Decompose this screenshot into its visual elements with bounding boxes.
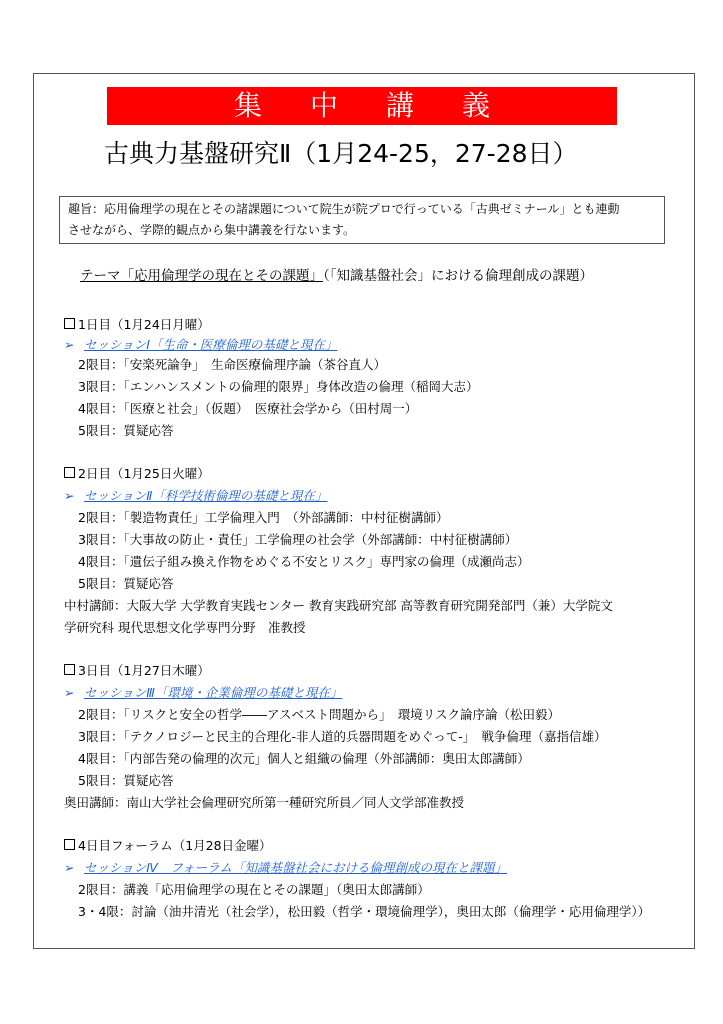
day-2-heading: 2日目（1月25日火曜） [64, 463, 210, 485]
lecturer-note: 中村講師：大阪大学 大学教育実践センター 教育実践研究部 高等教育研究開発部門（兼）大学院文 [64, 598, 613, 613]
day-1-item: 3限目：「エンハンスメントの倫理的限界」身体改造の倫理（稲岡大志） [78, 379, 479, 394]
day-2-item: 4限目：「遺伝子組み換え作物をめぐる不安とリスク」専門家の倫理（成瀬尚志） [78, 554, 530, 569]
session-3-link[interactable]: ➢ セッションⅢ「環境・企業倫理の基礎と現在」 [64, 682, 342, 704]
checkbox-icon [64, 318, 75, 329]
lecturer-note: 奥田講師：南山大学社会倫理研究所第一種研究所員／同人文学部准教授 [64, 795, 465, 810]
day-1-item: 2限目：「安楽死論争」 生命医療倫理序論（茶谷直人） [78, 357, 386, 372]
theme-heading [80, 264, 593, 288]
checkbox-icon [64, 839, 75, 850]
day-1-item: 5限目：質疑応答 [78, 423, 174, 438]
arrow-bullet-icon: ➢ [64, 337, 75, 352]
banner-title: 集中講義 [107, 87, 617, 125]
summary-box [59, 196, 665, 244]
day-1-heading: 1日目（1月24日月曜） [64, 314, 210, 336]
day-2-item: 5限目：質疑応答 [78, 576, 174, 591]
arrow-bullet-icon: ➢ [64, 685, 75, 700]
day-2-item: 3限目：「大事故の防止・責任」工学倫理の社会学（外部講師：中村征樹講師） [78, 532, 518, 547]
arrow-bullet-icon: ➢ [64, 488, 75, 503]
day-1-item: 4限目：「医療と社会」（仮題） 医療社会学から（田村周一） [78, 401, 418, 416]
theme-sub: （「知識基盤社会」における倫理創成の課題） [323, 268, 593, 284]
day-3-heading: 3日目（1月27日木曜） [64, 660, 210, 682]
day-3-item: 3限目：「テクノロジーと民主的合理化‐非人道的兵器問題をめぐって‐」 戦争倫理（嘉指信雄） [78, 729, 607, 744]
page-title: 古典力基盤研究Ⅱ（1月24-25，27-28日） [104, 139, 578, 168]
day-3-item: 5限目：質疑応答 [78, 773, 174, 788]
checkbox-icon [64, 467, 75, 478]
day-3-item: 4限目：「内部告発の倫理的次元」個人と組織の倫理（外部講師：奥田太郎講師） [78, 751, 530, 766]
arrow-bullet-icon: ➢ [64, 860, 75, 875]
day-4-item: 2限目：講義「応用倫理学の現在とその課題」（奥田太郎講師） [78, 882, 430, 897]
lecturer-note: 学研究科 現代思想文化学専門分野 准教授 [64, 620, 306, 635]
session-1-link[interactable]: ➢ セッションⅠ「生命・医療倫理の基礎と現在」 [64, 334, 337, 356]
day-4-heading: 4日目フォーラム（1月28日金曜） [64, 835, 272, 857]
summary-line-2: させながら、学際的観点から集中講義を行ないます。 [68, 223, 356, 237]
day-2-item: 2限目：「製造物責任」工学倫理入門 （外部講師：中村征樹講師） [78, 510, 449, 525]
summary-line-1: 趣旨：応用倫理学の現在とその諸課題について院生が院プロで行っている「古典ゼミナール」とも連動 [68, 202, 620, 216]
session-2-link[interactable]: ➢ セッションⅡ「科学技術倫理の基礎と現在」 [64, 485, 327, 507]
day-3-item: 2限目：「リスクと安全の哲学――アスベスト問題から」 環境リスク論序論（松田毅） [78, 707, 560, 722]
session-4-link[interactable]: ➢ セッションⅣ フォーラム「知識基盤社会における倫理創成の現在と課題」 [64, 857, 507, 879]
theme-main: テーマ「応用倫理学の現在とその課題」 [80, 268, 323, 284]
checkbox-icon [64, 664, 75, 675]
day-4-item: 3・4限：討論（油井清光（社会学），松田毅（哲学・環境倫理学），奥田太郎（倫理学・応用倫理学）） [78, 904, 651, 919]
